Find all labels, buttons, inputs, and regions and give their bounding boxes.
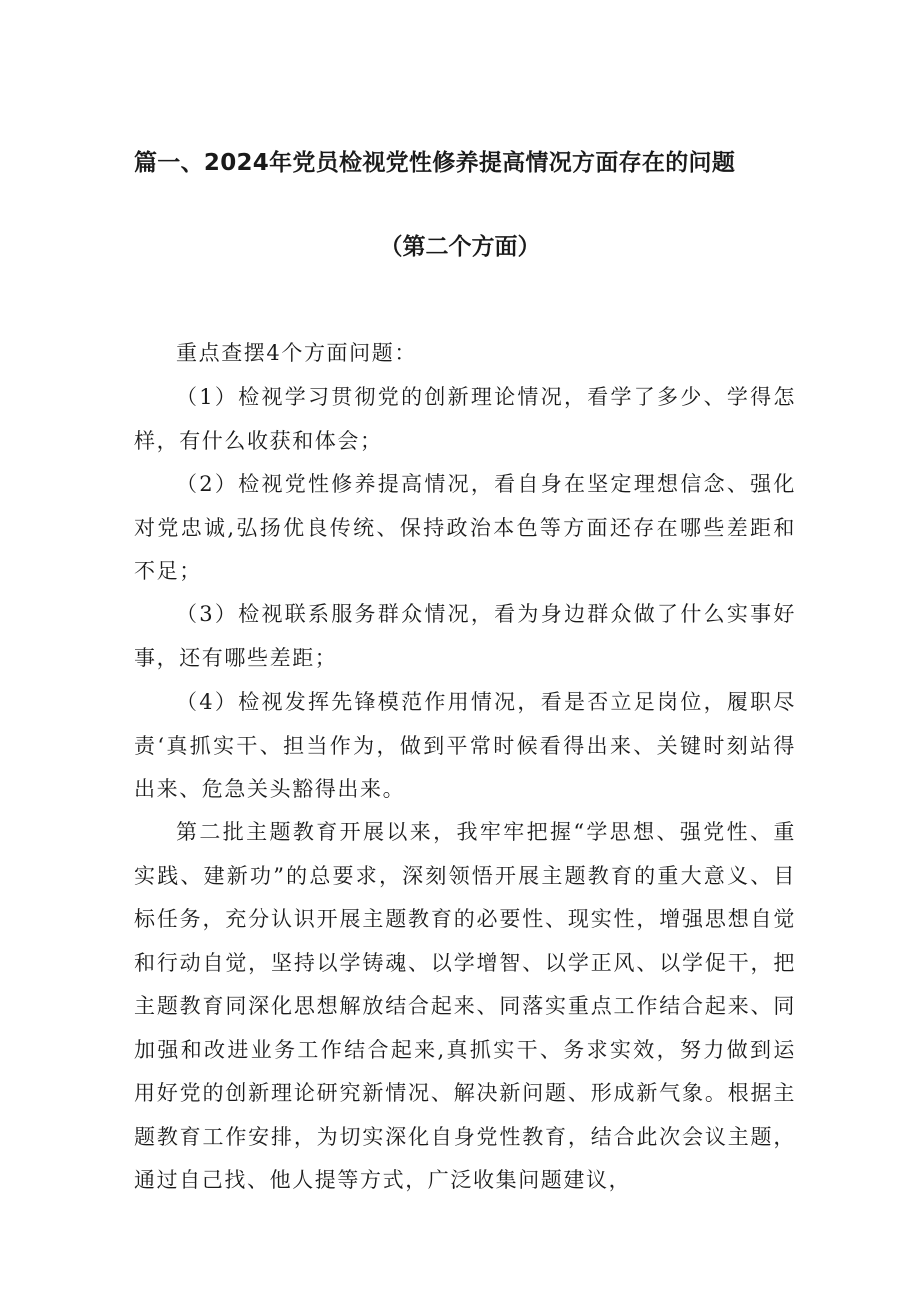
intro-text: 重点查摆4个方面问题：	[176, 341, 417, 365]
main-paragraph	[134, 811, 796, 1203]
document-subtitle: （第二个方面）	[379, 234, 541, 260]
list-item-text-4: （4）检视发挥先锋模范作用情况，看是否立足岗位，履职尽责‘真抓实干、担当作为，做到平常时候看得出来、关键时刻站得出来、危急关头豁得出来。	[134, 690, 796, 801]
list-item-text-1: （1）检视学习贯彻党的创新理论情况，看学了多少、学得怎样，有什么收获和体会；	[134, 385, 796, 453]
list-item-text-3: （3）检视联系服务群众情况，看为身边群众做了什么实事好事，还有哪些差距；	[134, 602, 796, 670]
list-item	[134, 463, 796, 594]
main-paragraph-text: 第二批主题教育开展以来，我牢牢把握“学思想、强党性、重实践、建新功”的总要求，深刻领悟开展主题教育的重大意义、目标任务，充分认识开展主题教育的必要性、现实性，增强思想自觉和行动自觉，坚持以学铸魂、以学增智、以学正风、以学促干，把主题教育同深化思想解放结合起来、同落实重点工作结合起来、同加强和改进业务工作结合起来,真抓实干、务求实效，努力做到运用好党的创新理论研究新情况、解决新问题、形成新气象。根据主题教育工作安排，为切实深化自身党性教育，结合此次会议主题，通过自己找、他人提等方式，广泛收集问题建议，	[134, 820, 796, 1192]
list-item	[134, 593, 796, 680]
list-item	[134, 681, 796, 812]
list-item-text-2: （2）检视党性修养提高情况，看自身在坚定理想信念、强化对党忠诚,弘扬优良传统、保持政治本色等方面还存在哪些差距和不足；	[134, 472, 796, 583]
list-item	[134, 376, 796, 463]
intro-paragraph	[134, 332, 796, 376]
document-title: 篇一、2024年党员检视党性修养提高情况方面存在的问题	[134, 150, 736, 176]
